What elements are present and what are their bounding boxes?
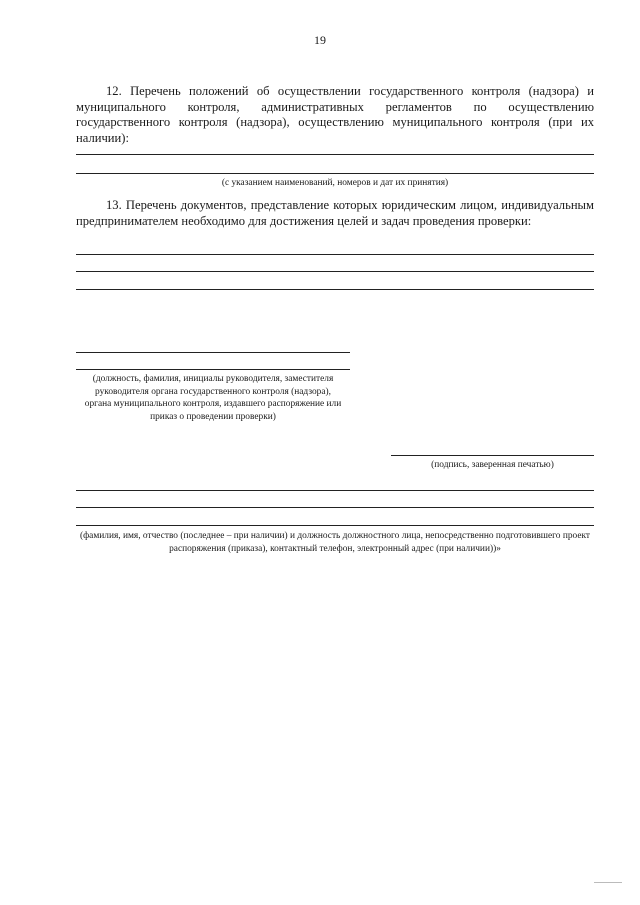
section-12-text: 12. Перечень положений об осуществлении государственного контроля (надзора) и муниципального контроля, административных регламентов по осуществлению государственного контроля (надзора), осуществлению муниципального контроля (при их наличии): xyxy=(76,84,594,145)
position-fill-line-2 xyxy=(76,369,350,370)
page-corner-mark xyxy=(594,882,622,883)
section-13-fill-line-3 xyxy=(76,289,594,290)
section-12-paragraph xyxy=(76,84,594,146)
section-13-fill-line-2 xyxy=(76,271,594,272)
signature-line xyxy=(391,455,594,456)
section-13-text: 13. Перечень документов, представление которых юридическим лицом, индивидуальным предпринимателем необходимо для достижения целей и задач проведения проверки: xyxy=(76,198,594,228)
preparer-fill-line-3 xyxy=(76,525,594,526)
preparer-fill-line-1 xyxy=(76,490,594,491)
position-caption: (должность, фамилия, инициалы руководителя, заместителя руководителя органа государственного контроля (надзора), органа муниципального контроля, издавшего распоряжение или приказ о проведении проверки) xyxy=(84,374,342,422)
section-12-fill-line-2 xyxy=(76,173,594,174)
preparer-caption: (фамилия, имя, отчество (последнее – при наличии) и должность должностного лица, непосредственно подготовившего проект распоряжения (приказа), контактный телефон, электронный адрес (при наличии))» xyxy=(79,531,591,554)
signature-caption: (подпись, заверенная печатью) xyxy=(431,460,554,470)
section-12-caption: (с указанием наименований, номеров и дат их принятия) xyxy=(221,178,449,188)
section-12-fill-line-1 xyxy=(76,154,594,155)
section-13-fill-line-1 xyxy=(76,254,594,255)
position-fill-line-1 xyxy=(76,352,350,353)
preparer-fill-line-2 xyxy=(76,507,594,508)
page-number: 19 xyxy=(314,33,326,47)
section-13-paragraph xyxy=(76,198,594,229)
